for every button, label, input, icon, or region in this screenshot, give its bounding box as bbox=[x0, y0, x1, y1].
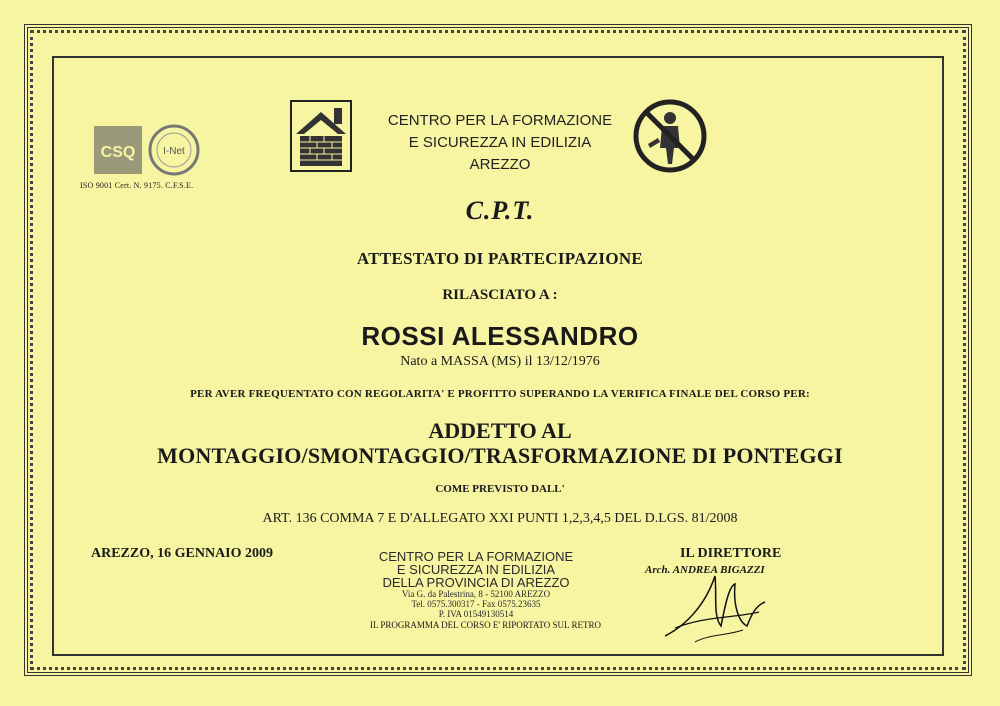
stamp-address: Via G. da Palestrina, 8 - 52100 AREZZO bbox=[401, 589, 551, 599]
stamp-vat: P. IVA 01549130514 bbox=[438, 609, 514, 619]
attendance-statement: PER AVER FREQUENTATO CON REGOLARITA' E PROFITTO SUPERANDO LA VERIFICA FINALE DEL CORSO PER: bbox=[190, 388, 810, 400]
recipient-name: ROSSI ALESSANDRO bbox=[361, 321, 639, 351]
stamp-line-1: CENTRO PER LA FORMAZIONE bbox=[378, 549, 574, 564]
header-line-3: AREZZO bbox=[469, 156, 531, 173]
director-signature bbox=[655, 556, 775, 648]
director-name: Arch. ANDREA BIGAZZI bbox=[645, 564, 765, 576]
stamp-line-2: E SICUREZZA IN EDILIZIA bbox=[396, 562, 556, 577]
iso-csq-text: CSQ bbox=[100, 144, 136, 161]
inet-text: I-Net bbox=[163, 146, 185, 157]
recipient-birth: Nato a MASSA (MS) il 13/12/1976 bbox=[400, 354, 600, 369]
stamp-line-3: DELLA PROVINCIA DI AREZZO bbox=[382, 575, 570, 590]
course-title-line-1: ADDETTO AL bbox=[428, 418, 572, 443]
legal-reference-label: COME PREVISTO DALL' bbox=[435, 483, 565, 495]
organization-stamp bbox=[360, 550, 592, 619]
header-line-2: E SICUREZZA IN EDILIZIA bbox=[408, 134, 592, 151]
no-entry-worker-icon bbox=[632, 98, 708, 174]
course-title-line-2: MONTAGGIO/SMONTAGGIO/TRASFORMAZIONE DI PONTEGGI bbox=[157, 443, 843, 468]
certificate-heading: ATTESTATO DI PARTECIPAZIONE bbox=[356, 249, 644, 268]
header-line-1: CENTRO PER LA FORMAZIONE bbox=[387, 112, 613, 129]
cpt-title: C.P.T. bbox=[465, 196, 535, 225]
program-note: IL PROGRAMMA DEL CORSO E' RIPORTATO SUL RETRO bbox=[370, 620, 601, 630]
organization-header bbox=[380, 110, 620, 176]
issue-date: AREZZO, 16 GENNAIO 2009 bbox=[91, 546, 274, 561]
issued-to-label: RILASCIATO A : bbox=[442, 287, 558, 303]
director-title: IL DIRETTORE bbox=[680, 546, 782, 561]
iso-certification-logo bbox=[92, 122, 204, 180]
iso-caption: ISO 9001 Cert. N. 9175. C.F.S.E. bbox=[80, 181, 194, 190]
stamp-phone: Tel. 0575.300317 - Fax 0575.23635 bbox=[411, 599, 541, 609]
house-building-icon bbox=[290, 100, 352, 172]
legal-article: ART. 136 COMMA 7 E D'ALLEGATO XXI PUNTI 1,2,3,4,5 DEL D.LGS. 81/2008 bbox=[262, 511, 738, 526]
